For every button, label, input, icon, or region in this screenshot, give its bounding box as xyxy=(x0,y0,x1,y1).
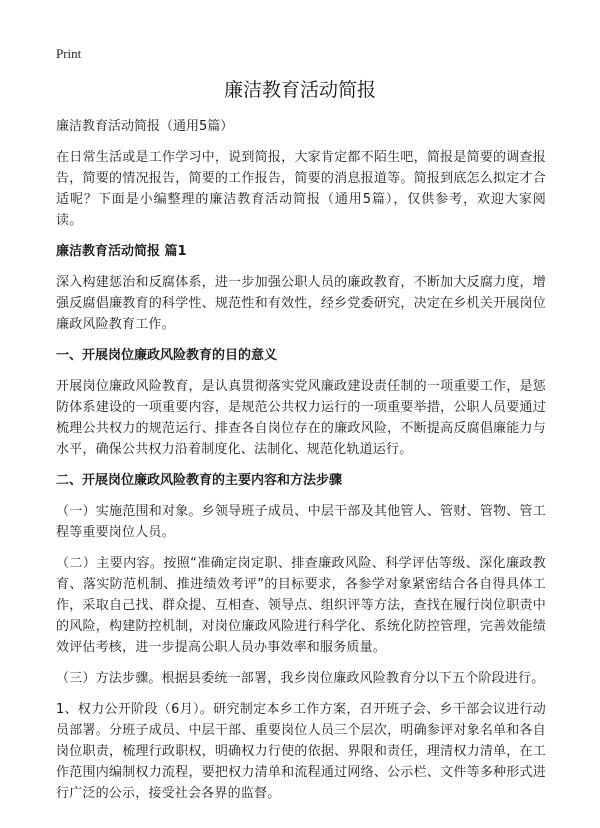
purpose-paragraph: 开展岗位廉政风险教育，是认真贯彻落实党风廉政建设责任制的一项重要工作，是惩防体系建设的一项重要内容，是规范公共权力运行的一项重要举措，公职人员要通过梳理公共权力的规范运行、排查各自岗位存在的廉政风险，不断提高反腐倡廉能力与水平，确保公共权力沿着制度化、法制化、规范化轨道运行。 xyxy=(56,379,546,457)
document-subtitle: 廉洁教育活动简报（通用5篇） xyxy=(56,119,234,134)
document-body xyxy=(56,116,546,814)
heading-purpose: 一、开展岗位廉政风险教育的目的意义 xyxy=(56,348,278,363)
page-title: 廉洁教育活动简报 xyxy=(223,79,376,101)
section-heading-1: 廉洁教育活动简报 篇1 xyxy=(56,244,187,259)
scope-paragraph: （一）实施范围和对象。乡领导班子成员、中层干部及其他管人、管财、管物、管工程等重要岗位人员。 xyxy=(56,504,546,540)
print-link[interactable]: Print xyxy=(56,46,82,61)
content-paragraph: （二）主要内容。按照“准确定岗定职、排查廉政风险、科学评估等级、深化廉政教育、落实防范机制、推进绩效考评”的目标要求，各参学对象紧密结合各自得具体工作，采取自己找、群众提、互相查、领导点、组织评等方法，查找在履行岗位职责中的风险，构建防控机制，对岗位廉政风险进行科学化、系统化防控管理，完善效能绩效评估考核，进一步提高公职人员办事效率和服务质量。 xyxy=(56,556,546,655)
steps-paragraph: （三）方法步骤。根据县委统一部署，我乡岗位廉政风险教育分以下五个阶段进行。 xyxy=(56,671,545,686)
phase1-paragraph: 1、权力公开阶段（6月）。研究制定本乡工作方案，召开班子会、乡干部会议进行动员部署。分班子成员、中层干部、重要岗位人员三个层次，明确参评对象名单和各自岗位职责，梳理行政职权，明确权力行使的依据、界限和责任，理清权力清单，在工作范围内编制权力流程，要把权力清单和流程通过网络、公示栏、文件等多种形式进行广泛的公示，接受社会各界的监督。 xyxy=(56,702,546,801)
intro-paragraph: 在日常生活或是工作学习中，说到简报，大家肯定都不陌生吧，简报是简要的调查报告，简要的情况报告，简要的工作报告，简要的消息报道等。简报到底怎么拟定才合适呢？下面是小编整理的廉洁教育活动简报（通用5篇），仅供参考，欢迎大家阅读。 xyxy=(56,150,546,228)
heading-methods: 二、开展岗位廉政风险教育的主要内容和方法步骤 xyxy=(56,473,343,488)
section1-paragraph: 深入构建惩治和反腐体系，进一步加强公职人员的廉政教育，不断加大反腐力度，增强反腐倡廉教育的科学性、规范性和有效性，经乡党委研究，决定在乡机关开展岗位廉政风险教育工作。 xyxy=(56,275,546,332)
